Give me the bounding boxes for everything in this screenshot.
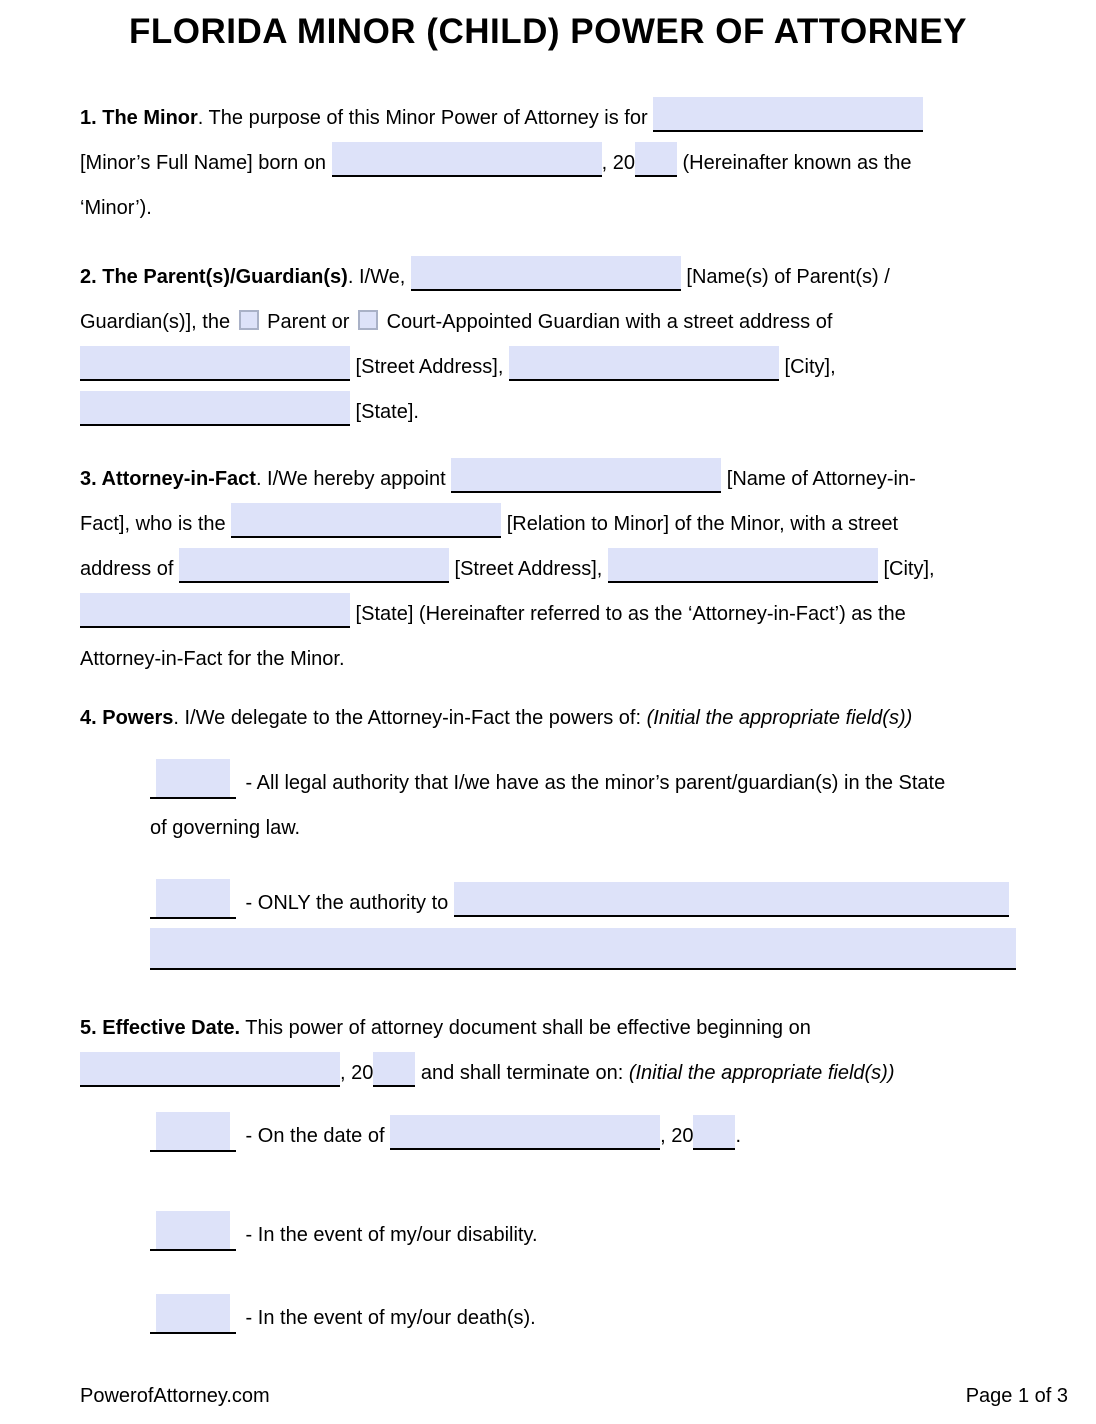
text-run: Parent or	[261, 311, 356, 333]
text-run: [Street Address],	[448, 558, 608, 580]
text-line	[80, 186, 1016, 231]
text-run: . The purpose of this Minor Power of Attorney is for	[197, 107, 654, 129]
text-run: [City],	[877, 558, 935, 580]
relation-to-minor-field[interactable]	[231, 503, 501, 538]
text-run: , 20	[340, 1062, 374, 1084]
initials-highlight	[156, 1294, 230, 1332]
text-run: [Relation to Minor] of the Minor, with a street	[501, 513, 899, 535]
text-run: [Minor’s Full Name] born on	[80, 152, 332, 174]
section-heading: 4. Powers	[80, 707, 174, 729]
text-run: of governing law.	[150, 817, 301, 839]
text-line	[80, 637, 1016, 682]
page-footer	[80, 1385, 1068, 1408]
text-line	[80, 300, 1016, 345]
text-run: ‘Minor’).	[80, 197, 152, 219]
text-line	[150, 1112, 1016, 1159]
text-run: [City],	[778, 356, 836, 378]
parents-state-field[interactable]	[80, 391, 350, 426]
text-line	[80, 457, 1016, 502]
powers-option-only-authority	[150, 879, 1016, 970]
text-line	[150, 1211, 1016, 1258]
instruction-text: (Initial the appropriate field(s))	[646, 707, 913, 729]
text-run: .	[735, 1125, 742, 1147]
instruction-text: (Initial the appropriate field(s))	[628, 1062, 895, 1084]
section-effective-date	[80, 1006, 1016, 1341]
text-line	[80, 96, 1016, 141]
text-run: , 20	[601, 152, 635, 174]
text-line	[80, 592, 1016, 637]
text-line	[80, 345, 1016, 390]
text-run: . I/We delegate to the Attorney-in-Fact the powers of:	[173, 707, 647, 729]
text-run: - ONLY the authority to	[240, 892, 454, 914]
text-run: [Street Address],	[350, 356, 509, 378]
text-line	[80, 255, 1016, 300]
text-run: . I/We hereby appoint	[255, 468, 452, 490]
text-run: Guardian(s)], the	[80, 311, 236, 333]
text-run: [Name(s) of Parent(s) /	[680, 266, 890, 288]
text-run: - On the date of	[240, 1125, 391, 1147]
text-line	[80, 696, 1016, 741]
text-line	[150, 759, 1016, 806]
text-run: - In the event of my/our death(s).	[240, 1307, 536, 1329]
text-line	[80, 390, 1016, 435]
text-line	[80, 141, 1016, 186]
text-run: , 20	[660, 1125, 694, 1147]
text-line	[80, 502, 1016, 547]
text-run: Court-Appointed Guardian with a street address of	[381, 311, 833, 333]
text-line	[80, 1006, 1016, 1051]
text-run: address of	[80, 558, 179, 580]
page-title: FLORIDA MINOR (CHILD) POWER OF ATTORNEY	[128, 12, 968, 51]
only-authority-initials-field[interactable]	[150, 879, 236, 919]
parent-checkbox[interactable]	[239, 310, 259, 330]
birth-year-field[interactable]	[635, 142, 677, 177]
only-authority-text-field-line2[interactable]	[150, 928, 1016, 970]
section-parents-guardians	[80, 255, 1016, 435]
termination-option-death	[150, 1294, 1016, 1341]
guardian-checkbox[interactable]	[358, 310, 378, 330]
all-authority-initials-field[interactable]	[150, 759, 236, 799]
text-run: [State] (Hereinafter referred to as the ‘Attorney-in-Fact’) as the	[350, 603, 906, 625]
text-run: Attorney-in-Fact for the Minor.	[80, 648, 345, 670]
document-body	[0, 96, 1096, 1341]
text-run: Fact], who is the	[80, 513, 232, 535]
termination-date-initials-field[interactable]	[150, 1112, 236, 1152]
termination-option-date	[150, 1112, 1016, 1159]
minor-name-field[interactable]	[653, 97, 923, 132]
powers-option-all-authority	[150, 759, 1016, 851]
termination-year-field[interactable]	[693, 1115, 735, 1150]
attorney-street-field[interactable]	[179, 548, 449, 583]
text-line	[150, 806, 1016, 851]
text-run: [State].	[350, 401, 419, 423]
section-the-minor	[80, 96, 1016, 231]
text-run: - In the event of my/our disability.	[240, 1224, 538, 1246]
text-line	[150, 1294, 1016, 1341]
effective-date-field[interactable]	[80, 1052, 340, 1087]
section-heading: 3. Attorney-in-Fact	[80, 468, 256, 490]
initials-highlight	[156, 1112, 230, 1150]
termination-option-disability	[150, 1211, 1016, 1258]
parents-street-field[interactable]	[80, 346, 350, 381]
parents-city-field[interactable]	[509, 346, 779, 381]
section-heading: 2. The Parent(s)/Guardian(s)	[80, 266, 348, 288]
termination-date-field[interactable]	[390, 1115, 660, 1150]
text-run: - All legal authority that I/we have as the minor’s parent/guardian(s) in the State	[240, 772, 946, 794]
section-heading: 5. Effective Date.	[80, 1017, 241, 1039]
death-initials-field[interactable]	[150, 1294, 236, 1334]
text-line	[80, 547, 1016, 592]
initials-highlight	[156, 1211, 230, 1249]
attorney-city-field[interactable]	[608, 548, 878, 583]
parents-names-field[interactable]	[411, 256, 681, 291]
section-attorney-in-fact	[80, 457, 1016, 682]
only-authority-text-field[interactable]	[454, 882, 1009, 917]
text-run: This power of attorney document shall be effective beginning on	[240, 1017, 811, 1039]
attorney-name-field[interactable]	[451, 458, 721, 493]
text-line	[80, 1051, 1016, 1096]
initials-highlight	[156, 759, 230, 797]
effective-year-field[interactable]	[373, 1052, 415, 1087]
text-run: [Name of Attorney-in-	[721, 468, 916, 490]
attorney-state-field[interactable]	[80, 593, 350, 628]
initials-highlight	[156, 879, 230, 917]
text-run: and shall terminate on:	[415, 1062, 629, 1084]
text-line	[150, 879, 1016, 926]
footer-site-name: PowerofAttorney.com	[80, 1385, 270, 1407]
footer-page-number: Page 1 of 3	[965, 1385, 1068, 1407]
text-run: (Hereinafter known as the	[676, 152, 912, 174]
section-powers	[80, 696, 1016, 970]
disability-initials-field[interactable]	[150, 1211, 236, 1251]
birth-date-field[interactable]	[332, 142, 602, 177]
section-heading: 1. The Minor	[80, 107, 198, 129]
text-run: . I/We,	[347, 266, 411, 288]
